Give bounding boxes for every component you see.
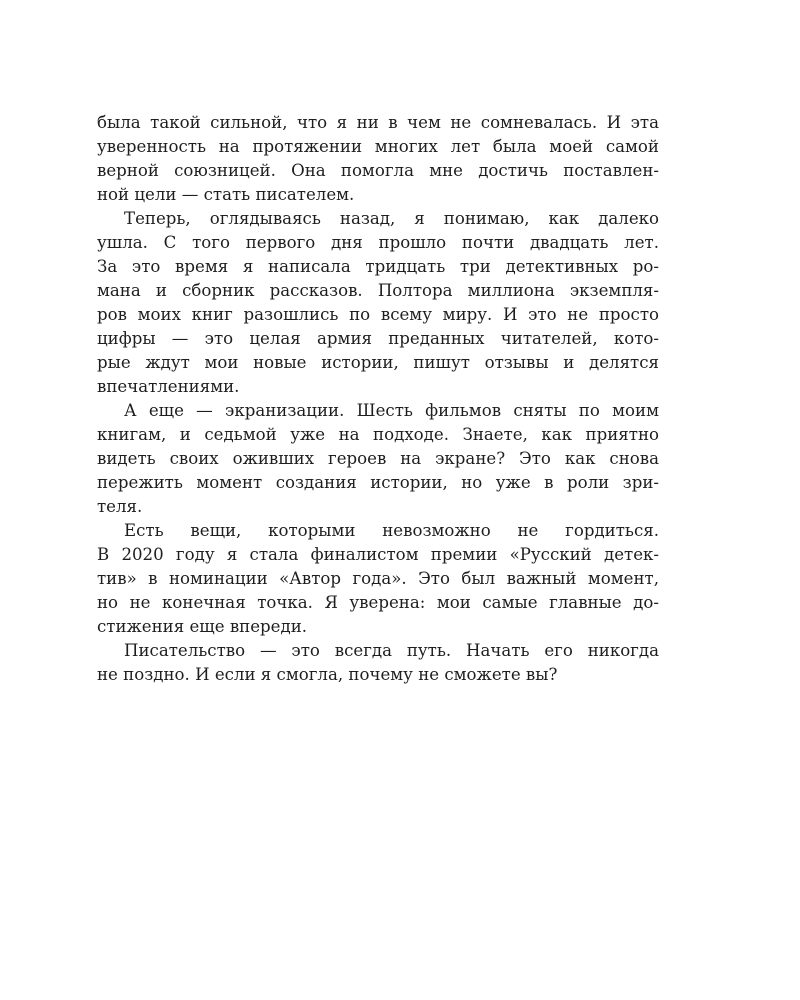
text-line: ной цели — стать писателем. xyxy=(97,185,355,204)
text-line: тив» в номинации «Автор года». Это был важный момент, xyxy=(97,569,659,588)
text-line: рые ждут мои новые истории, пишут отзывы и делятся xyxy=(97,353,659,372)
body-text xyxy=(97,111,659,687)
text-line: Теперь, оглядываясь назад, я понимаю, как далеко xyxy=(124,209,659,228)
text-line: В 2020 году я стала финалистом премии «Русский детек- xyxy=(97,545,659,564)
text-line: книгам, и седьмой уже на подходе. Знаете, как приятно xyxy=(97,425,659,444)
text-line: А еще — экранизации. Шесть фильмов сняты по моим xyxy=(124,401,659,420)
text-line: За это время я написала тридцать три детективных ро- xyxy=(97,257,659,276)
text-line: не поздно. И если я смогла, почему не сможете вы? xyxy=(97,665,558,684)
text-line: мана и сборник рассказов. Полтора миллиона экземпля- xyxy=(97,281,659,300)
text-line: Есть вещи, которыми невозможно не гордиться. xyxy=(124,521,659,540)
text-line: ров моих книг разошлись по всему миру. И это не просто xyxy=(97,305,659,324)
text-line: стижения еще впереди. xyxy=(97,617,308,636)
text-line: теля. xyxy=(97,497,143,516)
text-line: верной союзницей. Она помогла мне достичь поставлен- xyxy=(97,161,659,180)
text-line: уверенность на протяжении многих лет была моей самой xyxy=(97,137,659,156)
text-line: но не конечная точка. Я уверена: мои самые главные до- xyxy=(97,593,659,612)
text-line: впечатлениями. xyxy=(97,377,240,396)
text-line: видеть своих оживших героев на экране? Это как снова xyxy=(97,449,659,468)
text-line: Писательство — это всегда путь. Начать его никогда xyxy=(124,641,659,660)
text-line: цифры — это целая армия преданных читателей, кото- xyxy=(97,329,659,348)
text-line: ушла. С того первого дня прошло почти двадцать лет. xyxy=(97,233,659,252)
text-line: была такой сильной, что я ни в чем не сомневалась. И эта xyxy=(97,113,659,132)
text-line: пережить момент создания истории, но уже в роли зри- xyxy=(97,473,659,492)
